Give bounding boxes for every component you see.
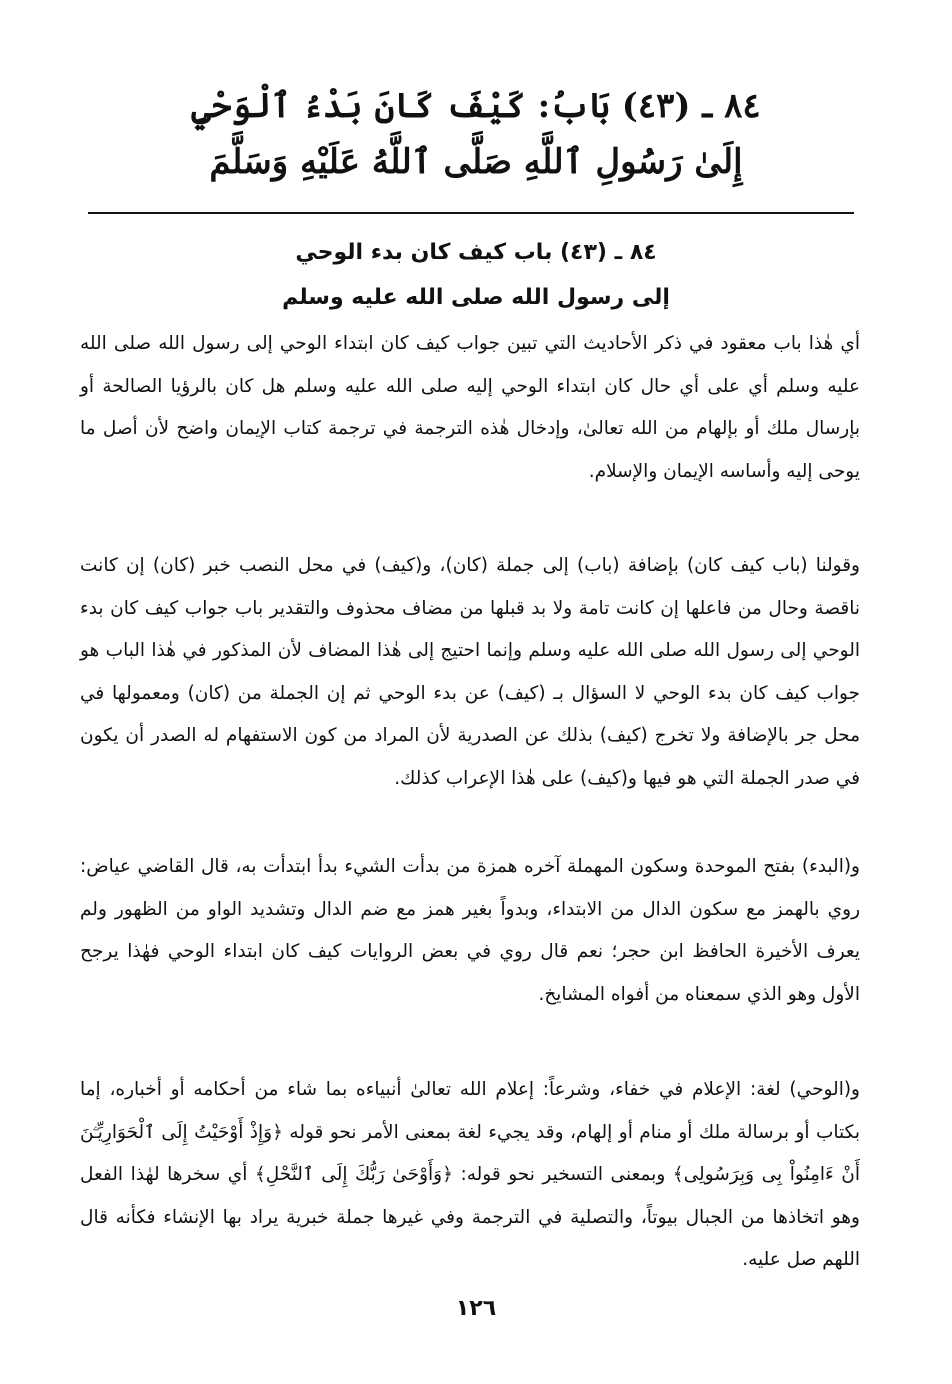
paragraph-3 [80,846,860,1016]
page-number: ١٢٦ [455,1296,497,1321]
paragraph-text: و(البدء) بفتح الموحدة وسكون المهملة آخره همزة من بدأت الشيء بدأ ابتدأت به، قال القاضي عياض: روي بالهمز مع سكون الدال من الابتداء، وبدواً بغير همز مع ضم الدال وتشديد الواو من الظهور ولم يعرف الأخيرة الحافظ ابن حجر؛ نعم قال روي في بعض الروايات كيف كان ابتداء الوحي فهٰذا يرجح الأول وهو الذي سمعناه من أفواه المشايخ. [80,856,860,1005]
commentary-title-line-2: إلى رسول الله صلى الله عليه وسلم [282,285,670,310]
paragraph-4 [80,1069,860,1282]
commentary-title-line-1: ٨٤ ـ (٤٣) باب كيف كان بدء الوحي [295,240,657,265]
paragraph-2 [80,545,860,800]
chapter-title-line-1: ٨٤ ـ (٤٣) بَابُ: كَيْفَ كَانَ بَدْءُ ٱلْوَحْيِ [191,86,761,126]
paragraph-1 [80,323,860,493]
chapter-title-line-2: إِلَىٰ رَسُولِ ٱللَّهِ صَلَّى ٱللَّهُ عَلَيْهِ وَسَلَّمَ [209,142,743,182]
paragraph-text: أي هٰذا باب معقود في ذكر الأحاديث التي تبين جواب كيف كان ابتداء الوحي إلى رسول الله صلى الله عليه وسلم أي على أي حال كان ابتداء الوحي إليه صلى الله عليه وسلم هل كان بالرؤيا الصالحة أو بإرسال ملك أو بإلهام من الله تعالىٰ، وإدخال هٰذه الترجمة في ترجمة كتاب الإيمان واضح لأن أصل ما يوحى إليه وأساسه الإيمان والإسلام. [80,333,860,482]
paragraph-text: و(الوحي) لغة: الإعلام في خفاء، وشرعاً: إعلام الله تعالىٰ أنبياءه بما شاء من أحكامه أو أخباره، إما بكتاب أو برسالة ملك أو منام أو إلهام، وقد يجيء لغة بمعنى الأمر نحو قوله ﴿وَإِذْ أَوْحَيْتُ إِلَى ٱلْحَوَارِيِّـۧنَ أَنْ ءَامِنُواْ بِى وَبِرَسُولِى﴾ وبمعنى التسخير نحو قوله: ﴿وَأَوْحَىٰ رَبُّكَ إِلَى ٱلنَّحْلِ﴾ أي سخرها لهٰذا الفعل وهو اتخاذها من الجبال بيوتاً، والتصلية في الترجمة وفي غيرها جملة خبرية يراد بها الإنشاء فكأنه قال اللهم صل عليه. [80,1079,860,1270]
paragraph-text: وقولنا (باب كيف كان) بإضافة (باب) إلى جملة (كان)، و(كيف) في محل النصب خبر (كان) إن كانت ناقصة وحال من فاعلها إن كانت تامة ولا بد قبلها من مضاف محذوف والتقدير باب جواب كيف كان بدء الوحي إلى رسول الله صلى الله عليه وسلم وإنما احتيج إلى هٰذا المضاف لأن المذكور في هٰذا الباب هو جواب كيف كان بدء الوحي لا السؤال بـ (كيف) عن بدء الوحي ثم إن الجملة من (كان) ومعمولها في محل جر بالإضافة ولا تخرج (كيف) بذلك عن الصدرية لأن المراد من كون الاستفهام له الصدر أن يكون في صدر الجملة التي هو فيها و(كيف) على هٰذا الإعراب كذلك. [80,555,860,789]
title-divider [88,212,854,214]
